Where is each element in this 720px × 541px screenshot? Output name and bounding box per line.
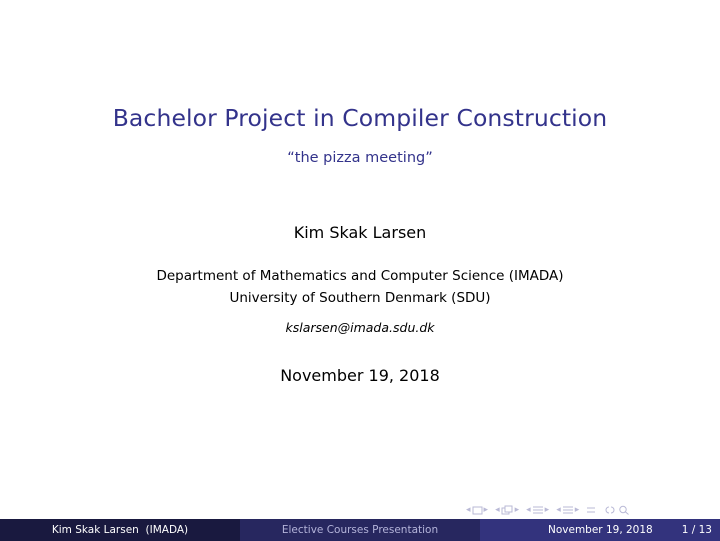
align-icon[interactable] — [586, 505, 596, 515]
search-icon[interactable] — [618, 505, 630, 515]
frame-prev-icon[interactable]: ◂ — [466, 505, 471, 515]
frame-icon[interactable] — [472, 506, 483, 515]
footline — [0, 519, 720, 541]
slide-title: Bachelor Project in Compiler Construction — [112, 104, 608, 132]
footer-date-page — [480, 519, 720, 541]
subsection-next-icon[interactable]: ▸ — [514, 505, 520, 515]
back-forward-icon[interactable] — [603, 505, 617, 515]
subsection-icon[interactable] — [501, 505, 514, 515]
section-next-icon[interactable]: ▸ — [574, 505, 580, 515]
institute-department: Department of Mathematics and Computer Science (IMADA) — [156, 268, 564, 284]
subsection-prev-icon[interactable]: ◂ — [495, 505, 500, 515]
section-next-icon[interactable]: ▸ — [544, 505, 550, 515]
author-email: kslarsen@imada.sdu.dk — [285, 320, 435, 335]
section-icon[interactable] — [562, 505, 574, 515]
author-name: Kim Skak Larsen — [293, 223, 427, 242]
section-prev-icon[interactable]: ◂ — [556, 505, 561, 515]
slide-subtitle: “the pizza meeting” — [287, 150, 433, 166]
section-prev-icon[interactable]: ◂ — [526, 505, 531, 515]
frame-next-icon[interactable]: ▸ — [483, 505, 489, 515]
presentation-date: November 19, 2018 — [280, 366, 440, 385]
beamer-navigation-symbols — [466, 504, 635, 516]
footer-title-label: Elective Courses Presentation — [281, 524, 439, 536]
institute-university: University of Southern Denmark (SDU) — [229, 290, 491, 306]
footer-date-label: November 19, 2018 — [548, 524, 653, 536]
footer-author-label: Kim Skak Larsen (IMADA) — [51, 524, 189, 536]
footer-title — [240, 519, 480, 541]
footer-page-number: 1 / 13 — [681, 524, 712, 536]
footer-author-institute — [0, 519, 240, 541]
section-icon[interactable] — [532, 505, 544, 515]
